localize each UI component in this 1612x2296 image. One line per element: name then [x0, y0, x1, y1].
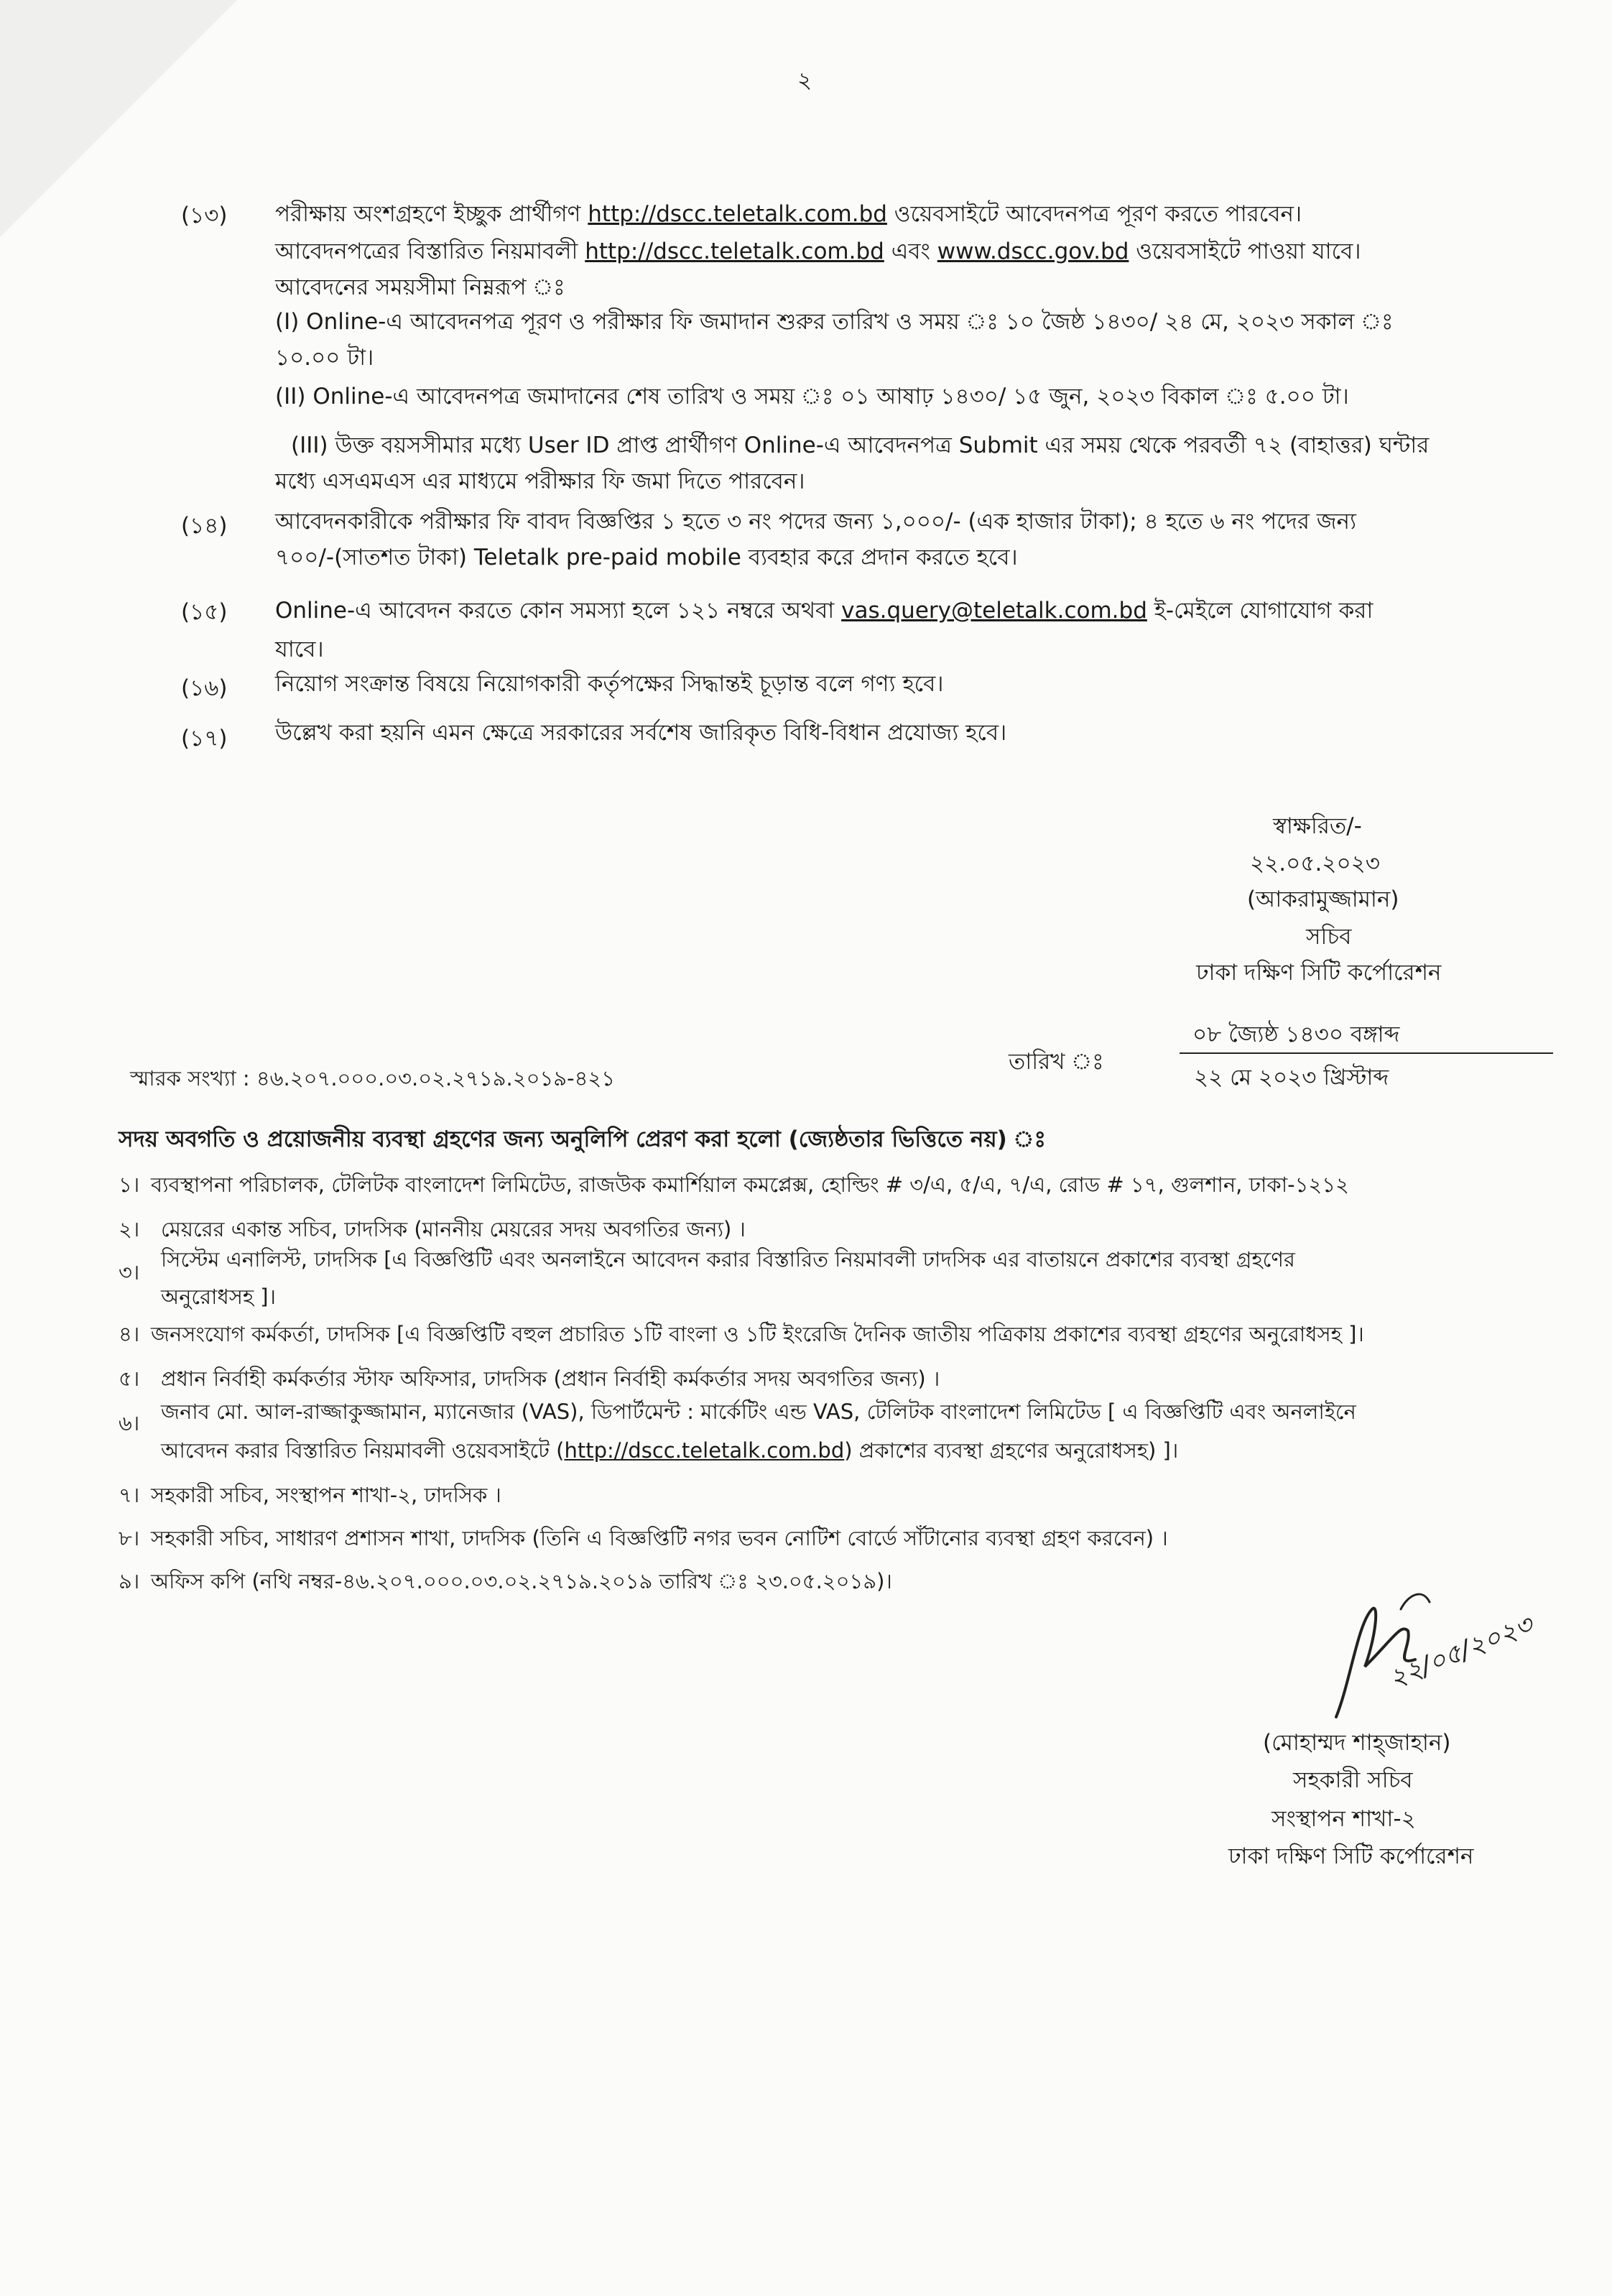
signature-date: ২২/০৫/২০২৩	[1385, 1610, 1537, 1695]
signatory-2-name: (মোহাম্মদ শাহ্জাহান)	[1263, 1730, 1451, 1756]
item-13-sub-1-line-2: ১০.০০ টা।	[275, 345, 374, 371]
item-number-17: (১৭)	[181, 726, 228, 751]
signatory-1-name: (আকরামুজ্জামান)	[1247, 887, 1399, 912]
item-17-text: উল্লেখ করা হয়নি এমন ক্ষেত্রে সরকারের সর্বশেষ জারিকৃত বিধি-বিধান প্রযোজ্য হবে।	[275, 720, 1007, 746]
memo-date-english: ২২ মে ২০২৩ খ্রিস্টাব্দ	[1194, 1065, 1389, 1091]
signatory-1-designation: সচিব	[1306, 924, 1352, 950]
page-number: ২	[797, 68, 812, 93]
copy-item-5: প্রধান নির্বাহী কর্মকর্তার স্টাফ অফিসার, ঢাদসিক (প্রধান নির্বাহী কর্মকর্তার সদয় অবগতির জন্য) ।	[161, 1366, 940, 1391]
item-number-16: (১৬)	[181, 675, 228, 701]
copy-item-2: মেয়রের একান্ত সচিব, ঢাদসিক (মাননীয় মেয়রের সদয় অবগতির জন্য) ।	[161, 1217, 746, 1241]
dscc-teletalk-link[interactable]: http://dscc.teletalk.com.bd	[585, 239, 884, 264]
copy-number-1: ১।	[119, 1172, 140, 1197]
signatory-1-office: ঢাকা দক্ষিণ সিটি কর্পোরেশন	[1196, 960, 1442, 986]
signatory-2-office: ঢাকা দক্ষিণ সিটি কর্পোরেশন	[1228, 1843, 1474, 1869]
item-13-sub-3-line-2: মধ্যে এসএমএস এর মাধ্যমে পরীক্ষার ফি জমা দিতে পারবেন।	[275, 468, 805, 494]
copy-heading: সদয় অবগতি ও প্রয়োজনীয় ব্যবস্থা গ্রহণের জন্য অনুলিপি প্রেরণ করা হলো (জ্যেষ্ঠতার ভিত্তিতে নয়) ঃ	[119, 1126, 1046, 1152]
memo-number: স্মারক সংখ্যা : ৪৬.২০৭.০০০.০৩.০২.২৭১৯.২০১৯-৪২১	[130, 1066, 616, 1091]
copy-number-2: ২।	[119, 1217, 140, 1241]
item-number-15: (১৫)	[181, 599, 228, 625]
signatory-2-section: সংস্থাপন শাখা-২	[1271, 1806, 1416, 1832]
item-14-line-2: ৭০০/-(সাতশত টাকা) Teletalk pre-paid mobile ব্যবহার করে প্রদান করতে হবে।	[275, 545, 1018, 570]
signatory-1-date: ২২.০৫.২০২৩	[1250, 851, 1380, 876]
handwritten-signature	[1307, 1580, 1537, 1724]
signatory-2-designation: সহকারী সচিব	[1293, 1767, 1413, 1793]
memo-date-label: তারিখ ঃ	[1009, 1049, 1104, 1075]
copy-number-8: ৮।	[119, 1526, 140, 1550]
item-13-line-3: আবেদনের সময়সীমা নিম্নরূপ ঃ	[275, 274, 565, 300]
copy-number-6: ৬।	[119, 1411, 140, 1435]
item-15-line-1: Online-এ আবেদন করতে কোন সমস্যা হলে ১২১ নম্বরে অথবা vas.query@teletalk.com.bd ই-মেইলে যোগাযোগ করা	[275, 598, 1374, 624]
dscc-teletalk-link[interactable]: http://dscc.teletalk.com.bd	[588, 201, 887, 227]
date-divider	[1180, 1052, 1553, 1054]
copy-item-6-line-1: জনাব মো. আল-রাজ্জাকুজ্জামান, ম্যানেজার (VAS), ডিপার্টমেন্ট : মার্কেটিং এন্ড VAS, টেলিটক বাংলাদেশ লিমিটেড [ এ বিজ্ঞপ্তিটি এবং অনলাইনে	[161, 1399, 1356, 1424]
item-number-14: (১৪)	[181, 513, 228, 539]
copy-item-9: অফিস কপি (নথি নম্বর-৪৬.২০৭.০০০.০৩.০২.২৭১৯.২০১৯ তারিখ ঃ ২৩.০৫.২০১৯)।	[151, 1569, 892, 1593]
copy-item-3-line-1: সিস্টেম এনালিস্ট, ঢাদসিক [এ বিজ্ঞপ্তিটি এবং অনলাইনে আবেদন করার বিস্তারিত নিয়মাবলী ঢাদসিক এর বাতায়নে প্রকাশের ব্যবস্থা গ্রহণের	[161, 1247, 1295, 1272]
dscc-teletalk-link[interactable]: http://dscc.teletalk.com.bd	[564, 1438, 845, 1463]
copy-item-8: সহকারী সচিব, সাধারণ প্রশাসন শাখা, ঢাদসিক (তিনি এ বিজ্ঞপ্তিটি নগর ভবন নোটিশ বোর্ডে সাঁটানোর ব্যবস্থা গ্রহণ করবেন) ।	[151, 1526, 1168, 1550]
copy-item-1: ব্যবস্থাপনা পরিচালক, টেলিটক বাংলাদেশ লিমিটেড, রাজউক কমার্শিয়াল কমপ্লেক্স, হোল্ডিং # ৩/এ, ৫/এ, ৭/এ, রোড # ১৭, গুলশান, ঢাকা-১২১২	[151, 1172, 1349, 1197]
copy-item-4: জনসংযোগ কর্মকর্তা, ঢাদসিক [এ বিজ্ঞপ্তিটি বহুল প্রচারিত ১টি বাংলা ও ১টি ইংরেজি দৈনিক জাতীয় পত্রিকায় প্রকাশের ব্যবস্থা গ্রহণের অনুরোধসহ ]।	[151, 1322, 1364, 1346]
dscc-gov-link[interactable]: www.dscc.gov.bd	[937, 239, 1129, 264]
item-13-sub-2: (II) Online-এ আবেদনপত্র জমাদানের শেষ তারিখ ও সময় ঃ ০১ আষাঢ় ১৪৩০/ ১৫ জুন, ২০২৩ বিকাল ঃ ৫.০০ টা।	[275, 384, 1349, 409]
copy-number-4: ৪।	[119, 1322, 140, 1346]
item-13-sub-3-line-1: (III) উক্ত বয়সসীমার মধ্যে User ID প্রাপ্ত প্রার্থীগণ Online-এ আবেদনপত্র Submit এর সময় থেকে পরবর্তী ৭২ (বাহাত্তর) ঘন্টার	[291, 432, 1430, 458]
item-13-line-2: আবেদনপত্রের বিস্তারিত নিয়মাবলী http://dscc.teletalk.com.bd এবং www.dscc.gov.bd ওয়েবসাইটে পাওয়া যাবে।	[275, 239, 1361, 264]
item-13-sub-1-line-1: (I) Online-এ আবেদনপত্র পূরণ ও পরীক্ষার ফি জমাদান শুরুর তারিখ ও সময় ঃ ১০ জৈষ্ঠ ১৪৩০/ ২৪ মে, ২০২৩ সকাল ঃ	[275, 309, 1394, 335]
copy-item-7: সহকারী সচিব, সংস্থাপন শাখা-২, ঢাদসিক ।	[151, 1483, 501, 1507]
copy-number-9: ৯।	[119, 1569, 140, 1593]
copy-number-3: ৩।	[119, 1260, 140, 1284]
copy-item-6-line-2: আবেদন করার বিস্তারিত নিয়মাবলী ওয়েবসাইটে (http://dscc.teletalk.com.bd) প্রকাশের ব্যবস্থা গ্রহণের অনুরোধসহ) ]।	[161, 1438, 1179, 1463]
signed-mark: স্বাক্ষরিত/-	[1273, 813, 1362, 839]
copy-item-3-line-2: অনুরোধসহ ]।	[161, 1284, 276, 1309]
item-number-13: (১৩)	[181, 203, 228, 228]
item-16-text: নিয়োগ সংক্রান্ত বিষয়ে নিয়োগকারী কর্তৃপক্ষের সিদ্ধান্তই চূড়ান্ত বলে গণ্য হবে।	[275, 671, 944, 697]
memo-date-bangla: ০৮ জ্যৈষ্ঠ ১৪৩০ বঙ্গাব্দ	[1192, 1022, 1400, 1047]
copy-number-7: ৭।	[119, 1483, 140, 1507]
item-15-line-2: যাবে।	[275, 637, 324, 662]
item-14-line-1: আবেদনকারীকে পরীক্ষার ফি বাবদ বিজ্ঞপ্তির ১ হতে ৩ নং পদের জন্য ১,০০০/- (এক হাজার টাকা); ৪ হতে ৬ নং পদের জন্য	[275, 509, 1357, 534]
vas-query-email-link[interactable]: vas.query@teletalk.com.bd	[841, 598, 1147, 624]
copy-number-5: ৫।	[119, 1366, 140, 1391]
item-13-line-1: পরীক্ষায় অংশগ্রহণে ইচ্ছুক প্রার্থীগণ http://dscc.teletalk.com.bd ওয়েবসাইটে আবেদনপত্র পূরণ করতে পারবেন।	[275, 201, 1302, 227]
